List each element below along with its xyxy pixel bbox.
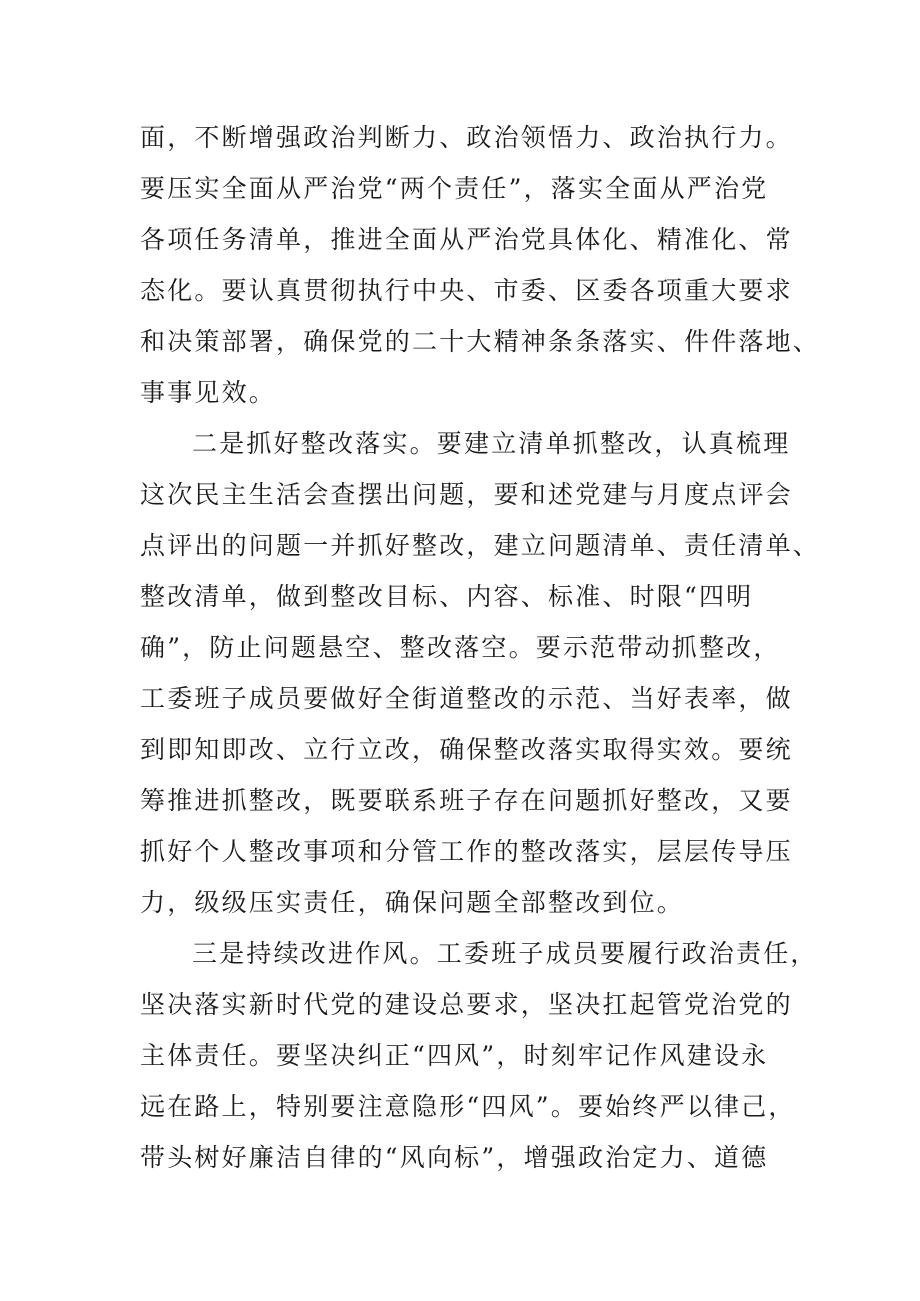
text-line: 主体责任。要坚决纠正“四风”，时刻牢记作风建设永 [140, 1041, 769, 1070]
paragraph-start-line: 二是抓好整改落实。要建立清单抓整改，认真梳理 [192, 429, 791, 458]
paragraph-start-line: 三是持续改进作风。工委班子成员要履行政治责任， [192, 939, 818, 968]
text-line: 抓好个人整改事项和分管工作的整改落实，层层传导压 [140, 837, 793, 866]
text-line: 要压实全面从严治党“两个责任”，落实全面从严治党 [140, 174, 769, 203]
text-line: 整改清单，做到整改目标、内容、标准、时限“四明 [140, 582, 754, 611]
text-line: 力，级级压实责任，确保问题全部整改到位。 [140, 888, 685, 917]
text-line: 这次民主生活会查摆出问题，要和述党建与月度点评会 [140, 480, 793, 509]
text-line: 筹推进抓整改，既要联系班子存在问题抓好整改，又要 [140, 786, 793, 815]
text-line: 带头树好廉洁自律的“风向标”，增强政治定力、道德 [140, 1143, 769, 1172]
text-line: 事事见效。 [140, 378, 277, 407]
text-line: 工委班子成员要做好全街道整改的示范、当好表率，做 [140, 684, 793, 713]
text-line: 面，不断增强政治判断力、政治领悟力、政治执行力。 [140, 123, 793, 152]
text-line: 各项任务清单，推进全面从严治党具体化、精准化、常 [140, 225, 793, 254]
text-line: 确”，防止问题悬空、整改落空。要示范带动抓整改， [140, 633, 781, 662]
text-line: 远在路上，特别要注意隐形“四风”。要始终严以律己， [140, 1092, 796, 1121]
text-line: 坚决落实新时代党的建设总要求，坚决扛起管党治党的 [140, 990, 793, 1019]
text-line: 态化。要认真贯彻执行中央、市委、区委各项重大要求 [140, 276, 793, 305]
text-line: 和决策部署，确保党的二十大精神条条落实、件件落地、 [140, 327, 821, 356]
text-line: 点评出的问题一并抓好整改，建立问题清单、责任清单、 [140, 531, 821, 560]
text-line: 到即知即改、立行立改，确保整改落实取得实效。要统 [140, 735, 793, 764]
body-text [140, 112, 821, 1183]
